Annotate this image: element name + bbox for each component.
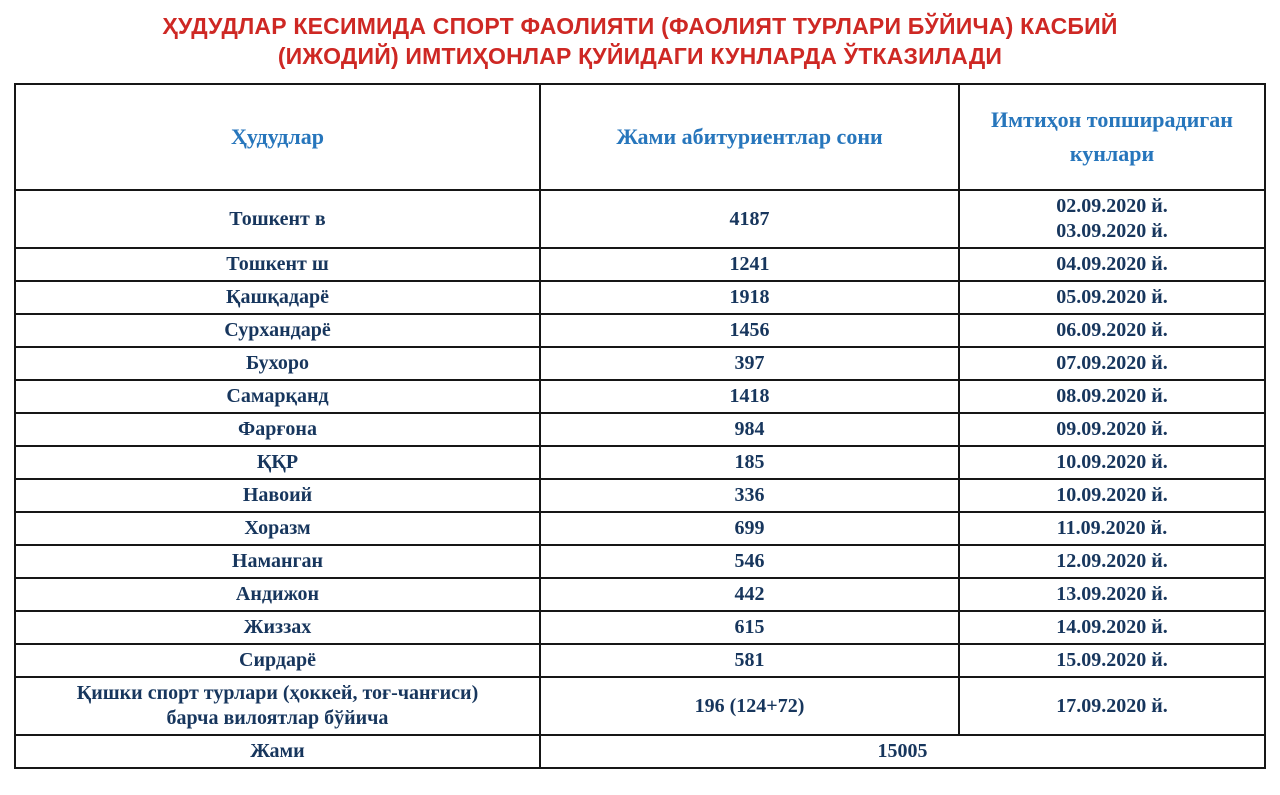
- dates-cell: 08.09.2020 й.: [959, 380, 1265, 413]
- dates-cell: 05.09.2020 й.: [959, 281, 1265, 314]
- total-row: [15, 735, 1265, 768]
- dates-cell: 10.09.2020 й.: [959, 479, 1265, 512]
- region-cell: Қишки спорт турлари (ҳоккей, тоғ-чанғиси) барча вилоятлар бўйича: [15, 677, 540, 735]
- title-line-2: (ИЖОДИЙ) ИМТИҲОНЛАР ҚУЙИДАГИ КУНЛАРДА ЎТКАЗИЛАДИ: [277, 43, 1003, 69]
- table-row: [15, 347, 1265, 380]
- region-cell: Қашқадарё: [15, 281, 540, 314]
- header-exam-days: Имтиҳон топширадиган кунлари: [959, 84, 1265, 190]
- region-cell: Тошкент в: [15, 190, 540, 248]
- count-cell: 196 (124+72): [540, 677, 959, 735]
- count-cell: 546: [540, 545, 959, 578]
- count-cell: 581: [540, 644, 959, 677]
- header-applicants-count: Жами абитуриентлар сони: [540, 84, 959, 190]
- count-cell: 442: [540, 578, 959, 611]
- title-line-1: ҲУДУДЛАР КЕСИМИДА СПОРТ ФАОЛИЯТИ (ФАОЛИЯТ ТУРЛАРИ БЎЙИЧА) КАСБИЙ: [162, 13, 1118, 39]
- dates-cell: 11.09.2020 й.: [959, 512, 1265, 545]
- table-row: [15, 380, 1265, 413]
- count-cell: 1918: [540, 281, 959, 314]
- dates-cell: 17.09.2020 й.: [959, 677, 1265, 735]
- dates-cell: 09.09.2020 й.: [959, 413, 1265, 446]
- region-cell: Фарғона: [15, 413, 540, 446]
- region-cell: Андижон: [15, 578, 540, 611]
- count-cell: 4187: [540, 190, 959, 248]
- dates-cell: 04.09.2020 й.: [959, 248, 1265, 281]
- table-row: [15, 611, 1265, 644]
- region-cell: Наманган: [15, 545, 540, 578]
- dates-cell: 12.09.2020 й.: [959, 545, 1265, 578]
- table-row: [15, 446, 1265, 479]
- dates-cell: 14.09.2020 й.: [959, 611, 1265, 644]
- region-cell: Сурхандарё: [15, 314, 540, 347]
- region-cell: Самарқанд: [15, 380, 540, 413]
- table-row: [15, 578, 1265, 611]
- count-cell: 615: [540, 611, 959, 644]
- table-row: [15, 512, 1265, 545]
- count-cell: 336: [540, 479, 959, 512]
- table-row: [15, 479, 1265, 512]
- table-row: [15, 281, 1265, 314]
- table-header: [15, 84, 1265, 190]
- dates-cell: 10.09.2020 й.: [959, 446, 1265, 479]
- count-cell: 1456: [540, 314, 959, 347]
- count-cell: 185: [540, 446, 959, 479]
- count-cell: 397: [540, 347, 959, 380]
- region-cell: Бухоро: [15, 347, 540, 380]
- dates-cell: 07.09.2020 й.: [959, 347, 1265, 380]
- exam-schedule-table: [14, 83, 1266, 769]
- header-row: [15, 84, 1265, 190]
- table-row: [15, 248, 1265, 281]
- dates-cell: 06.09.2020 й.: [959, 314, 1265, 347]
- count-cell: 699: [540, 512, 959, 545]
- table-row: [15, 314, 1265, 347]
- total-value-cell: 15005: [540, 735, 1265, 768]
- dates-cell: 13.09.2020 й.: [959, 578, 1265, 611]
- page-title: [0, 0, 1280, 71]
- count-cell: 984: [540, 413, 959, 446]
- region-cell: Жиззах: [15, 611, 540, 644]
- table-row: [15, 413, 1265, 446]
- region-cell: Навоий: [15, 479, 540, 512]
- table-row: [15, 644, 1265, 677]
- dates-cell: 02.09.2020 й. 03.09.2020 й.: [959, 190, 1265, 248]
- region-cell: Тошкент ш: [15, 248, 540, 281]
- region-cell: Хоразм: [15, 512, 540, 545]
- total-label-cell: Жами: [15, 735, 540, 768]
- header-regions: Ҳудудлар: [15, 84, 540, 190]
- dates-cell: 15.09.2020 й.: [959, 644, 1265, 677]
- table-row: [15, 677, 1265, 735]
- table-row: [15, 190, 1265, 248]
- table-body: [15, 190, 1265, 768]
- region-cell: Сирдарё: [15, 644, 540, 677]
- region-cell: ҚҚР: [15, 446, 540, 479]
- count-cell: 1241: [540, 248, 959, 281]
- count-cell: 1418: [540, 380, 959, 413]
- table-row: [15, 545, 1265, 578]
